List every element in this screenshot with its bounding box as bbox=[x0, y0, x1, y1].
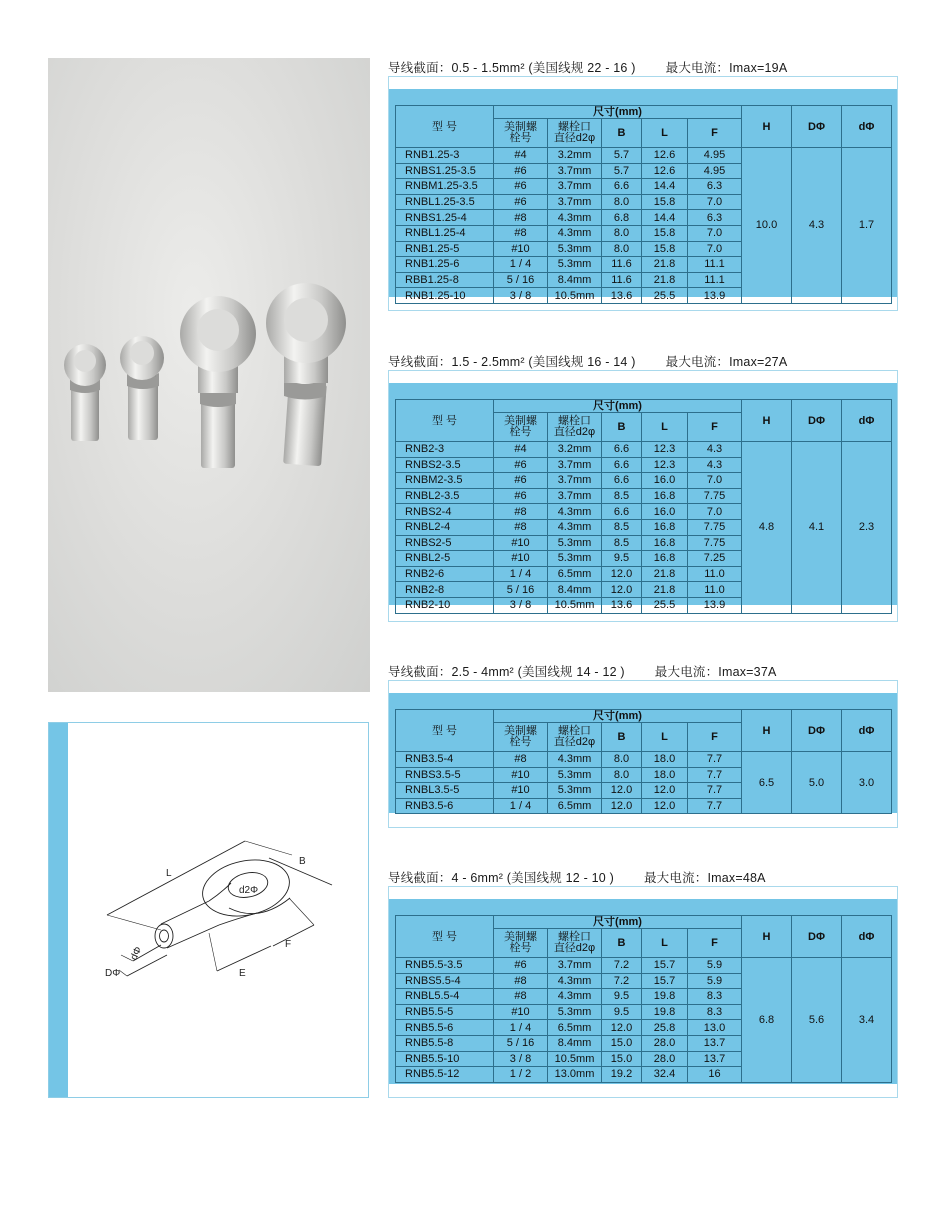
hole-cell: 8.4mm bbox=[548, 272, 602, 288]
bolt-cell: #6 bbox=[494, 179, 548, 195]
wire-section-title: 导线截面：4 - 6mm² (美国线规 12 - 10 ) bbox=[388, 871, 614, 885]
l-cell: 15.8 bbox=[642, 225, 688, 241]
model-cell: RNBL3.5-5 bbox=[396, 783, 494, 799]
hole-cell: 4.3mm bbox=[548, 519, 602, 535]
model-cell: RNBS1.25-3.5 bbox=[396, 163, 494, 179]
model-cell: RNB5.5-8 bbox=[396, 1035, 494, 1051]
b-cell: 15.0 bbox=[602, 1035, 642, 1051]
hole-cell: 5.3mm bbox=[548, 535, 602, 551]
model-cell: RNB2-8 bbox=[396, 582, 494, 598]
table-row bbox=[396, 958, 892, 974]
model-cell: RNBL5.5-4 bbox=[396, 989, 494, 1005]
l-cell: 19.8 bbox=[642, 989, 688, 1005]
product-photo bbox=[48, 58, 370, 692]
table-frame bbox=[388, 680, 898, 828]
spec-section-1 bbox=[388, 58, 898, 311]
b-cell: 12.0 bbox=[602, 582, 642, 598]
f-cell: 7.0 bbox=[688, 241, 742, 257]
shared-small-d-cell: 1.7 bbox=[842, 148, 892, 304]
model-cell: RNB5.5-6 bbox=[396, 1020, 494, 1036]
f-cell: 11.1 bbox=[688, 257, 742, 273]
bolt-cell: #8 bbox=[494, 973, 548, 989]
header-b: B bbox=[602, 929, 642, 958]
hole-cell: 3.7mm bbox=[548, 473, 602, 489]
l-cell: 18.0 bbox=[642, 767, 688, 783]
terminal-small-1 bbox=[64, 344, 106, 441]
l-cell: 16.0 bbox=[642, 504, 688, 520]
table-frame bbox=[388, 370, 898, 622]
b-cell: 8.5 bbox=[602, 519, 642, 535]
b-cell: 6.6 bbox=[602, 504, 642, 520]
b-cell: 11.6 bbox=[602, 257, 642, 273]
bolt-cell: 1 / 4 bbox=[494, 798, 548, 814]
shared-h-cell: 6.8 bbox=[742, 958, 792, 1083]
spec-table bbox=[395, 709, 892, 814]
hole-cell: 8.4mm bbox=[548, 582, 602, 598]
l-cell: 12.0 bbox=[642, 798, 688, 814]
l-cell: 14.4 bbox=[642, 210, 688, 226]
f-cell: 7.7 bbox=[688, 798, 742, 814]
hole-cell: 5.3mm bbox=[548, 1004, 602, 1020]
wire-section-title: 导线截面：2.5 - 4mm² (美国线规 14 - 12 ) bbox=[388, 665, 625, 679]
header-hole-diameter: 螺栓口 直径d2φ bbox=[548, 119, 602, 148]
f-cell: 7.7 bbox=[688, 752, 742, 768]
hole-cell: 8.4mm bbox=[548, 1035, 602, 1051]
l-cell: 14.4 bbox=[642, 179, 688, 195]
terminal-dimension-diagram bbox=[49, 723, 370, 1099]
bolt-cell: #8 bbox=[494, 989, 548, 1005]
hole-cell: 4.3mm bbox=[548, 225, 602, 241]
model-cell: RNB5.5-10 bbox=[396, 1051, 494, 1067]
shared-h-cell: 10.0 bbox=[742, 148, 792, 304]
header-model: 型 号 bbox=[396, 106, 494, 148]
diagram-label-f: F bbox=[285, 939, 292, 950]
hole-cell: 13.0mm bbox=[548, 1067, 602, 1083]
header-h: H bbox=[742, 106, 792, 148]
diagram-label-d2: d2Φ bbox=[239, 885, 259, 896]
model-cell: RNB5.5-5 bbox=[396, 1004, 494, 1020]
hole-cell: 10.5mm bbox=[548, 597, 602, 613]
hole-cell: 5.3mm bbox=[548, 241, 602, 257]
bolt-cell: #6 bbox=[494, 194, 548, 210]
b-cell: 9.5 bbox=[602, 1004, 642, 1020]
spec-section-3 bbox=[388, 662, 898, 828]
header-hole-diameter: 螺栓口 直径d2φ bbox=[548, 723, 602, 752]
section-heading bbox=[388, 868, 766, 886]
shared-small-d-cell: 3.0 bbox=[842, 752, 892, 814]
f-cell: 13.9 bbox=[688, 288, 742, 304]
model-cell: RNBL1.25-4 bbox=[396, 225, 494, 241]
hole-cell: 4.3mm bbox=[548, 989, 602, 1005]
f-cell: 7.0 bbox=[688, 504, 742, 520]
header-b: B bbox=[602, 723, 642, 752]
header-d: DΦ bbox=[792, 916, 842, 958]
bolt-cell: #4 bbox=[494, 442, 548, 458]
table-background bbox=[389, 383, 897, 612]
f-cell: 16 bbox=[688, 1067, 742, 1083]
l-cell: 21.8 bbox=[642, 257, 688, 273]
l-cell: 12.6 bbox=[642, 163, 688, 179]
model-cell: RNB5.5-3.5 bbox=[396, 958, 494, 974]
max-current-label: 最大电流：Imax=37A bbox=[654, 665, 777, 679]
f-cell: 13.0 bbox=[688, 1020, 742, 1036]
l-cell: 21.8 bbox=[642, 566, 688, 582]
spec-section-2 bbox=[388, 352, 898, 622]
shared-small-d-cell: 3.4 bbox=[842, 958, 892, 1083]
l-cell: 15.7 bbox=[642, 958, 688, 974]
model-cell: RNBS3.5-5 bbox=[396, 767, 494, 783]
bolt-cell: 5 / 16 bbox=[494, 582, 548, 598]
wire-section-title: 导线截面：1.5 - 2.5mm² (美国线规 16 - 14 ) bbox=[388, 355, 636, 369]
dimension-diagram-panel bbox=[48, 722, 369, 1098]
header-hole-diameter: 螺栓口 直径d2φ bbox=[548, 413, 602, 442]
l-cell: 32.4 bbox=[642, 1067, 688, 1083]
header-bolt-size: 美制螺 栓号 bbox=[494, 119, 548, 148]
header-size: 尺寸(mm) bbox=[494, 400, 742, 413]
shared-d-cell: 4.1 bbox=[792, 442, 842, 614]
table-row bbox=[396, 442, 892, 458]
bolt-cell: #10 bbox=[494, 241, 548, 257]
b-cell: 12.0 bbox=[602, 1020, 642, 1036]
spec-section-4 bbox=[388, 868, 898, 1098]
spec-table bbox=[395, 915, 892, 1083]
model-cell: RNBL2-5 bbox=[396, 551, 494, 567]
diagram-label-d: dΦ bbox=[128, 945, 145, 963]
b-cell: 9.5 bbox=[602, 551, 642, 567]
hole-cell: 3.2mm bbox=[548, 442, 602, 458]
bolt-cell: 1 / 2 bbox=[494, 1067, 548, 1083]
model-cell: RNB2-10 bbox=[396, 597, 494, 613]
spec-table bbox=[395, 399, 892, 614]
l-cell: 12.3 bbox=[642, 457, 688, 473]
l-cell: 12.3 bbox=[642, 442, 688, 458]
hole-cell: 4.3mm bbox=[548, 504, 602, 520]
l-cell: 28.0 bbox=[642, 1035, 688, 1051]
model-cell: RNBL1.25-3.5 bbox=[396, 194, 494, 210]
model-cell: RNB1.25-10 bbox=[396, 288, 494, 304]
f-cell: 11.0 bbox=[688, 582, 742, 598]
bolt-cell: 3 / 8 bbox=[494, 597, 548, 613]
header-small-d: dΦ bbox=[842, 106, 892, 148]
hole-cell: 10.5mm bbox=[548, 288, 602, 304]
f-cell: 5.9 bbox=[688, 973, 742, 989]
shared-small-d-cell: 2.3 bbox=[842, 442, 892, 614]
f-cell: 7.7 bbox=[688, 783, 742, 799]
b-cell: 12.0 bbox=[602, 566, 642, 582]
bolt-cell: #6 bbox=[494, 163, 548, 179]
header-small-d: dΦ bbox=[842, 400, 892, 442]
l-cell: 25.5 bbox=[642, 288, 688, 304]
header-b: B bbox=[602, 119, 642, 148]
f-cell: 4.95 bbox=[688, 148, 742, 164]
hole-cell: 5.3mm bbox=[548, 257, 602, 273]
f-cell: 13.7 bbox=[688, 1051, 742, 1067]
header-f: F bbox=[688, 929, 742, 958]
model-cell: RNB2-6 bbox=[396, 566, 494, 582]
table-frame bbox=[388, 76, 898, 311]
b-cell: 19.2 bbox=[602, 1067, 642, 1083]
spec-table bbox=[395, 105, 892, 304]
terminal-small-2 bbox=[120, 336, 164, 440]
l-cell: 25.5 bbox=[642, 597, 688, 613]
table-row bbox=[396, 752, 892, 768]
bolt-cell: #10 bbox=[494, 1004, 548, 1020]
b-cell: 8.5 bbox=[602, 535, 642, 551]
hole-cell: 3.7mm bbox=[548, 457, 602, 473]
hole-cell: 6.5mm bbox=[548, 798, 602, 814]
header-model: 型 号 bbox=[396, 916, 494, 958]
hole-cell: 5.3mm bbox=[548, 551, 602, 567]
max-current-label: 最大电流：Imax=48A bbox=[643, 871, 766, 885]
header-size: 尺寸(mm) bbox=[494, 106, 742, 119]
shared-h-cell: 4.8 bbox=[742, 442, 792, 614]
model-cell: RNB5.5-12 bbox=[396, 1067, 494, 1083]
section-heading bbox=[388, 58, 787, 76]
table-background bbox=[389, 89, 897, 302]
f-cell: 7.75 bbox=[688, 488, 742, 504]
hole-cell: 6.5mm bbox=[548, 566, 602, 582]
bolt-cell: #6 bbox=[494, 457, 548, 473]
f-cell: 11.0 bbox=[688, 566, 742, 582]
bolt-cell: #8 bbox=[494, 519, 548, 535]
header-size: 尺寸(mm) bbox=[494, 710, 742, 723]
l-cell: 16.8 bbox=[642, 535, 688, 551]
bolt-cell: 5 / 16 bbox=[494, 272, 548, 288]
hole-cell: 4.3mm bbox=[548, 210, 602, 226]
b-cell: 9.5 bbox=[602, 989, 642, 1005]
b-cell: 8.0 bbox=[602, 752, 642, 768]
f-cell: 8.3 bbox=[688, 1004, 742, 1020]
model-cell: RNBM1.25-3.5 bbox=[396, 179, 494, 195]
b-cell: 7.2 bbox=[602, 958, 642, 974]
f-cell: 8.3 bbox=[688, 989, 742, 1005]
bolt-cell: #10 bbox=[494, 767, 548, 783]
l-cell: 16.8 bbox=[642, 488, 688, 504]
section-heading bbox=[388, 662, 777, 680]
hole-cell: 6.5mm bbox=[548, 1020, 602, 1036]
hole-cell: 5.3mm bbox=[548, 783, 602, 799]
model-cell: RNB3.5-4 bbox=[396, 752, 494, 768]
bolt-cell: #8 bbox=[494, 225, 548, 241]
header-model: 型 号 bbox=[396, 710, 494, 752]
f-cell: 7.25 bbox=[688, 551, 742, 567]
l-cell: 15.8 bbox=[642, 194, 688, 210]
header-small-d: dΦ bbox=[842, 916, 892, 958]
header-h: H bbox=[742, 710, 792, 752]
header-f: F bbox=[688, 723, 742, 752]
f-cell: 7.0 bbox=[688, 194, 742, 210]
f-cell: 7.75 bbox=[688, 519, 742, 535]
header-d: DΦ bbox=[792, 106, 842, 148]
hole-cell: 4.3mm bbox=[548, 973, 602, 989]
table-row bbox=[396, 148, 892, 164]
shared-d-cell: 4.3 bbox=[792, 148, 842, 304]
f-cell: 7.75 bbox=[688, 535, 742, 551]
bolt-cell: #10 bbox=[494, 535, 548, 551]
shared-d-cell: 5.6 bbox=[792, 958, 842, 1083]
hole-cell: 4.3mm bbox=[548, 752, 602, 768]
header-bolt-size: 美制螺 栓号 bbox=[494, 723, 548, 752]
f-cell: 7.0 bbox=[688, 225, 742, 241]
b-cell: 5.7 bbox=[602, 148, 642, 164]
b-cell: 6.8 bbox=[602, 210, 642, 226]
b-cell: 12.0 bbox=[602, 783, 642, 799]
shared-h-cell: 6.5 bbox=[742, 752, 792, 814]
bolt-cell: #8 bbox=[494, 752, 548, 768]
f-cell: 4.3 bbox=[688, 442, 742, 458]
bolt-cell: #10 bbox=[494, 551, 548, 567]
l-cell: 18.0 bbox=[642, 752, 688, 768]
max-current-label: 最大电流：Imax=27A bbox=[665, 355, 788, 369]
model-cell: RNB1.25-3 bbox=[396, 148, 494, 164]
b-cell: 8.0 bbox=[602, 194, 642, 210]
f-cell: 7.0 bbox=[688, 473, 742, 489]
hole-cell: 3.7mm bbox=[548, 958, 602, 974]
model-cell: RNBS1.25-4 bbox=[396, 210, 494, 226]
model-cell: RNBM2-3.5 bbox=[396, 473, 494, 489]
header-size: 尺寸(mm) bbox=[494, 916, 742, 929]
header-l: L bbox=[642, 119, 688, 148]
bolt-cell: #8 bbox=[494, 210, 548, 226]
b-cell: 7.2 bbox=[602, 973, 642, 989]
l-cell: 15.7 bbox=[642, 973, 688, 989]
bolt-cell: #6 bbox=[494, 488, 548, 504]
model-cell: RNBS2-3.5 bbox=[396, 457, 494, 473]
header-d: DΦ bbox=[792, 710, 842, 752]
b-cell: 6.6 bbox=[602, 457, 642, 473]
l-cell: 21.8 bbox=[642, 272, 688, 288]
l-cell: 21.8 bbox=[642, 582, 688, 598]
l-cell: 19.8 bbox=[642, 1004, 688, 1020]
l-cell: 25.8 bbox=[642, 1020, 688, 1036]
l-cell: 15.8 bbox=[642, 241, 688, 257]
header-small-d: dΦ bbox=[842, 710, 892, 752]
f-cell: 13.7 bbox=[688, 1035, 742, 1051]
diagram-label-e: E bbox=[239, 968, 246, 979]
model-cell: RNBL2-4 bbox=[396, 519, 494, 535]
model-cell: RNBS2-5 bbox=[396, 535, 494, 551]
b-cell: 11.6 bbox=[602, 272, 642, 288]
section-heading bbox=[388, 352, 787, 370]
b-cell: 13.6 bbox=[602, 288, 642, 304]
model-cell: RNBL2-3.5 bbox=[396, 488, 494, 504]
bolt-cell: 1 / 4 bbox=[494, 257, 548, 273]
header-bolt-size: 美制螺 栓号 bbox=[494, 929, 548, 958]
table-background bbox=[389, 899, 897, 1084]
shared-d-cell: 5.0 bbox=[792, 752, 842, 814]
hole-cell: 5.3mm bbox=[548, 767, 602, 783]
model-cell: RNB3.5-6 bbox=[396, 798, 494, 814]
bolt-cell: 3 / 8 bbox=[494, 288, 548, 304]
hole-cell: 3.2mm bbox=[548, 148, 602, 164]
bolt-cell: 5 / 16 bbox=[494, 1035, 548, 1051]
hole-cell: 3.7mm bbox=[548, 179, 602, 195]
header-l: L bbox=[642, 929, 688, 958]
l-cell: 12.0 bbox=[642, 783, 688, 799]
diagram-label-l: L bbox=[166, 868, 172, 879]
f-cell: 4.95 bbox=[688, 163, 742, 179]
diagram-label-b: B bbox=[299, 856, 306, 867]
header-b: B bbox=[602, 413, 642, 442]
bolt-cell: 1 / 4 bbox=[494, 566, 548, 582]
header-l: L bbox=[642, 723, 688, 752]
header-f: F bbox=[688, 119, 742, 148]
model-cell: RNB1.25-6 bbox=[396, 257, 494, 273]
b-cell: 12.0 bbox=[602, 798, 642, 814]
header-f: F bbox=[688, 413, 742, 442]
b-cell: 6.6 bbox=[602, 473, 642, 489]
l-cell: 16.0 bbox=[642, 473, 688, 489]
f-cell: 7.7 bbox=[688, 767, 742, 783]
bolt-cell: #10 bbox=[494, 783, 548, 799]
terminal-large-1 bbox=[180, 296, 256, 468]
model-cell: RNB2-3 bbox=[396, 442, 494, 458]
f-cell: 13.9 bbox=[688, 597, 742, 613]
b-cell: 6.6 bbox=[602, 442, 642, 458]
model-cell: RNB1.25-5 bbox=[396, 241, 494, 257]
bolt-cell: 3 / 8 bbox=[494, 1051, 548, 1067]
b-cell: 6.6 bbox=[602, 179, 642, 195]
header-d: DΦ bbox=[792, 400, 842, 442]
ring-terminals-illustration bbox=[48, 58, 370, 692]
b-cell: 5.7 bbox=[602, 163, 642, 179]
f-cell: 4.3 bbox=[688, 457, 742, 473]
bolt-cell: #8 bbox=[494, 504, 548, 520]
bolt-cell: 1 / 4 bbox=[494, 1020, 548, 1036]
model-cell: RNBS2-4 bbox=[396, 504, 494, 520]
terminal-large-2 bbox=[266, 283, 346, 466]
b-cell: 8.5 bbox=[602, 488, 642, 504]
l-cell: 12.6 bbox=[642, 148, 688, 164]
hole-cell: 3.7mm bbox=[548, 488, 602, 504]
hole-cell: 10.5mm bbox=[548, 1051, 602, 1067]
model-cell: RBB1.25-8 bbox=[396, 272, 494, 288]
header-bolt-size: 美制螺 栓号 bbox=[494, 413, 548, 442]
b-cell: 15.0 bbox=[602, 1051, 642, 1067]
b-cell: 8.0 bbox=[602, 225, 642, 241]
header-hole-diameter: 螺栓口 直径d2φ bbox=[548, 929, 602, 958]
l-cell: 16.8 bbox=[642, 551, 688, 567]
hole-cell: 3.7mm bbox=[548, 194, 602, 210]
bolt-cell: #4 bbox=[494, 148, 548, 164]
f-cell: 6.3 bbox=[688, 179, 742, 195]
wire-section-title: 导线截面：0.5 - 1.5mm² (美国线规 22 - 16 ) bbox=[388, 61, 636, 75]
header-model: 型 号 bbox=[396, 400, 494, 442]
table-frame bbox=[388, 886, 898, 1098]
f-cell: 5.9 bbox=[688, 958, 742, 974]
b-cell: 8.0 bbox=[602, 241, 642, 257]
bolt-cell: #6 bbox=[494, 958, 548, 974]
table-background bbox=[389, 693, 897, 813]
header-h: H bbox=[742, 400, 792, 442]
f-cell: 6.3 bbox=[688, 210, 742, 226]
diagram-label-dd: DΦ bbox=[105, 968, 121, 979]
l-cell: 16.8 bbox=[642, 519, 688, 535]
b-cell: 13.6 bbox=[602, 597, 642, 613]
model-cell: RNBS5.5-4 bbox=[396, 973, 494, 989]
l-cell: 28.0 bbox=[642, 1051, 688, 1067]
f-cell: 11.1 bbox=[688, 272, 742, 288]
bolt-cell: #6 bbox=[494, 473, 548, 489]
max-current-label: 最大电流：Imax=19A bbox=[665, 61, 788, 75]
b-cell: 8.0 bbox=[602, 767, 642, 783]
hole-cell: 3.7mm bbox=[548, 163, 602, 179]
header-h: H bbox=[742, 916, 792, 958]
header-l: L bbox=[642, 413, 688, 442]
